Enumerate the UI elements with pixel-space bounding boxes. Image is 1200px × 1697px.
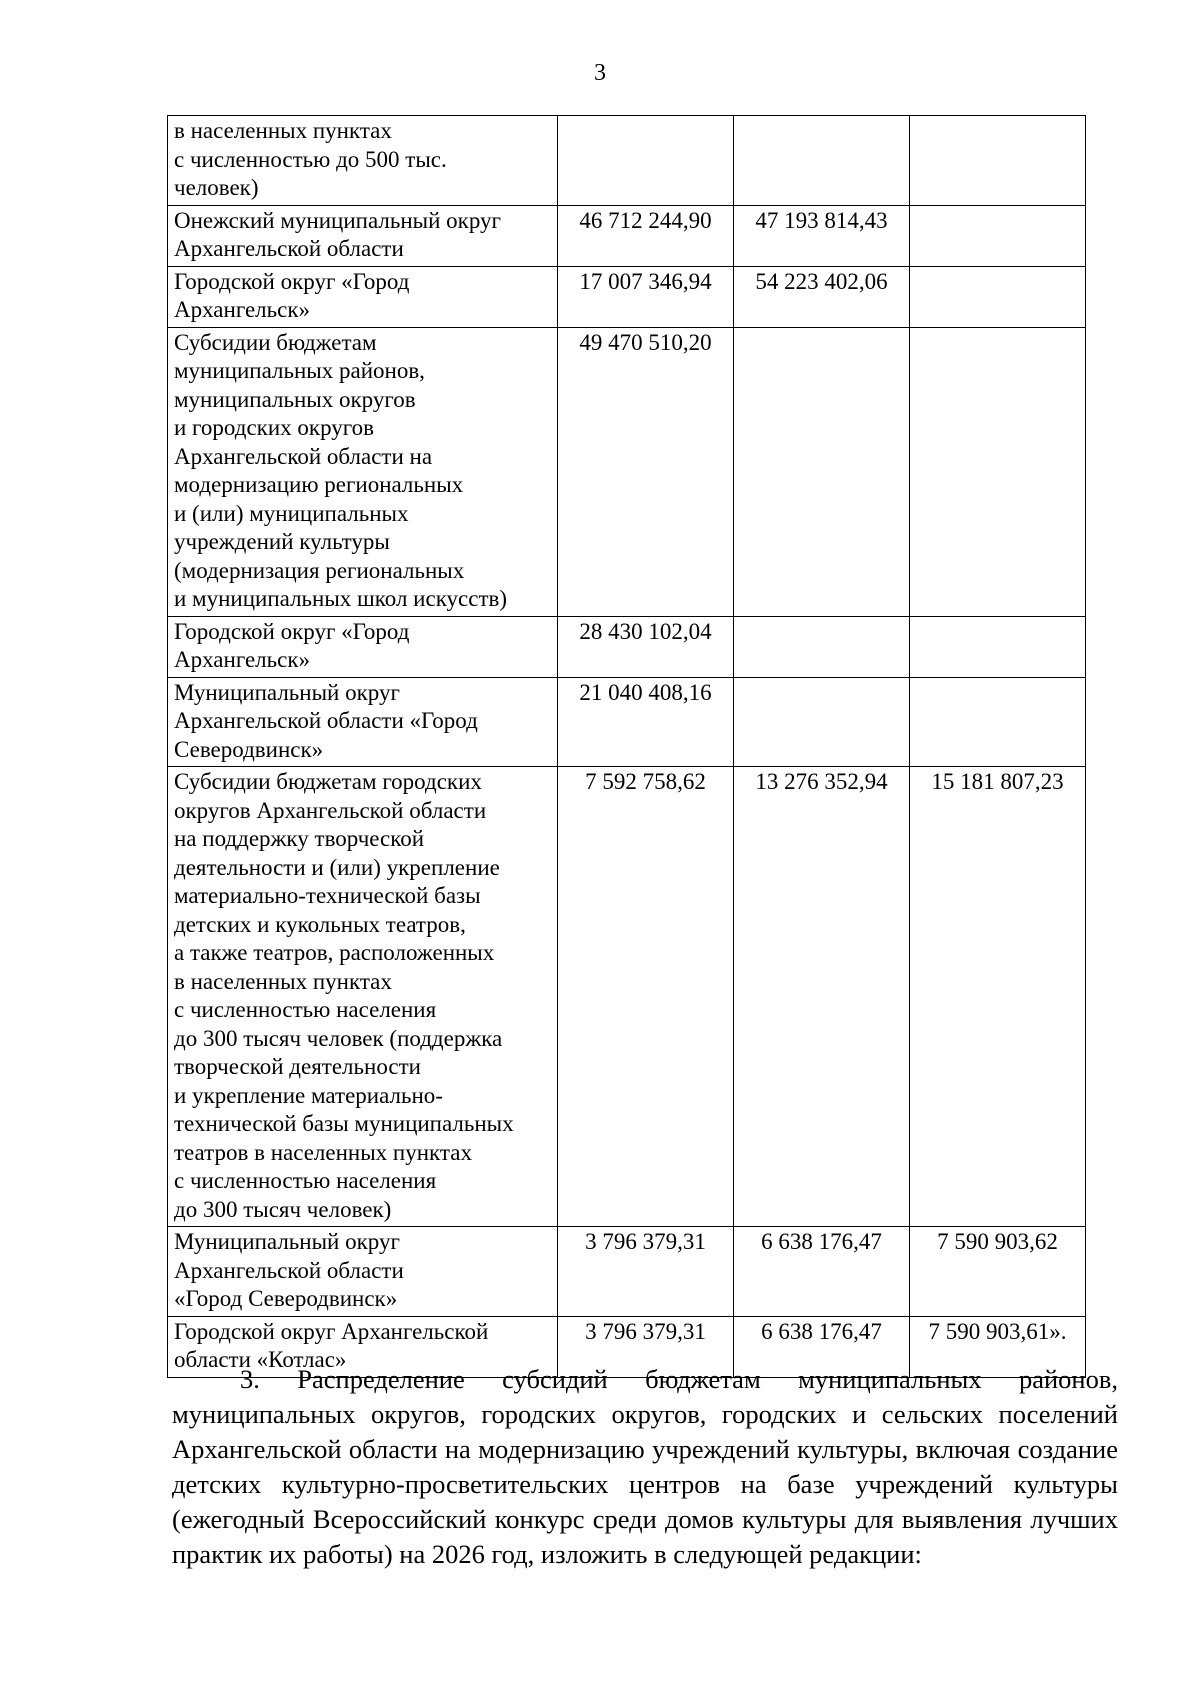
value-2025-cell: 47 193 814,43 [734,205,910,266]
value-2026-cell: 7 590 903,62 [910,1227,1086,1317]
value-2025-cell: 6 638 176,47 [734,1316,910,1377]
row-name-cell: Муниципальный округ Архангельской области «Город Северодвинск» [168,1227,558,1317]
value-2025-cell: 13 276 352,94 [734,767,910,1227]
row-name-cell: Муниципальный округ Архангельской области «Город Северодвинск» [168,677,558,767]
value-2025-cell: 6 638 176,47 [734,1227,910,1317]
row-name-cell: Онежский муниципальный округ Архангельской области [168,205,558,266]
value-2026-cell [910,266,1086,327]
value-2026-cell [910,327,1086,616]
row-name-cell: в населенных пунктах с численностью до 500 тыс. человек) [168,116,558,206]
row-name-cell: Городской округ «Город Архангельск» [168,616,558,677]
value-2025-cell [734,116,910,206]
value-2024-cell: 3 796 379,31 [558,1316,734,1377]
table-row [168,327,1086,616]
table-row [168,616,1086,677]
value-2024-cell [558,116,734,206]
table-row [168,1227,1086,1317]
value-2024-cell: 3 796 379,31 [558,1227,734,1317]
row-name-cell: Субсидии бюджетам муниципальных районов, муниципальных округов и городских округов Архангельской области на модернизацию региональных и (или) муниципальных учреждений культуры (модернизация региональных и муниципальных школ искусств) [168,327,558,616]
subsidy-table [167,115,1086,1378]
value-2024-cell: 21 040 408,16 [558,677,734,767]
table-row [168,767,1086,1227]
amendment-paragraph: 3. Распределение субсидий бюджетам муниципальных районов, муниципальных округов, городских округов, городских и сельских поселений Архангельской области на модернизацию учреждений культуры, включая создание детских культурно-просветительских центров на базе учреждений культуры (ежегодный Всероссийский конкурс среди домов культуры для выявления лучших практик их работы) на 2026 год, изложить в следующей редакции: [172,1364,1118,1569]
value-2026-cell [910,677,1086,767]
value-2025-cell: 54 223 402,06 [734,266,910,327]
page-number: 3 [594,60,606,86]
value-2026-cell [910,616,1086,677]
row-name-cell: Городской округ «Город Архангельск» [168,266,558,327]
value-2026-cell [910,205,1086,266]
table-row [168,205,1086,266]
value-2025-cell [734,616,910,677]
value-2026-cell: 15 181 807,23 [910,767,1086,1227]
value-2024-cell: 17 007 346,94 [558,266,734,327]
value-2026-cell: 7 590 903,61». [910,1316,1086,1377]
value-2026-cell [910,116,1086,206]
value-2024-cell: 49 470 510,20 [558,327,734,616]
row-name-cell: Субсидии бюджетам городских округов Архангельской области на поддержку творческой деятельности и (или) укрепление материально-технической базы детских и кукольных театров, а также театров, расположенных в населенных пунктах с численностью населения до 300 тысяч человек (поддержка творческой деятельности и укрепление материально- технической базы муниципальных театров в населенных пунктах с численностью населения до 300 тысяч человек) [168,767,558,1227]
value-2024-cell: 46 712 244,90 [558,205,734,266]
value-2025-cell [734,677,910,767]
value-2024-cell: 7 592 758,62 [558,767,734,1227]
value-2025-cell [734,327,910,616]
value-2024-cell: 28 430 102,04 [558,616,734,677]
row-name-cell: Городской округ Архангельской области «Котлас» [168,1316,558,1377]
table-row [168,266,1086,327]
table-row [168,677,1086,767]
table-row [168,116,1086,206]
